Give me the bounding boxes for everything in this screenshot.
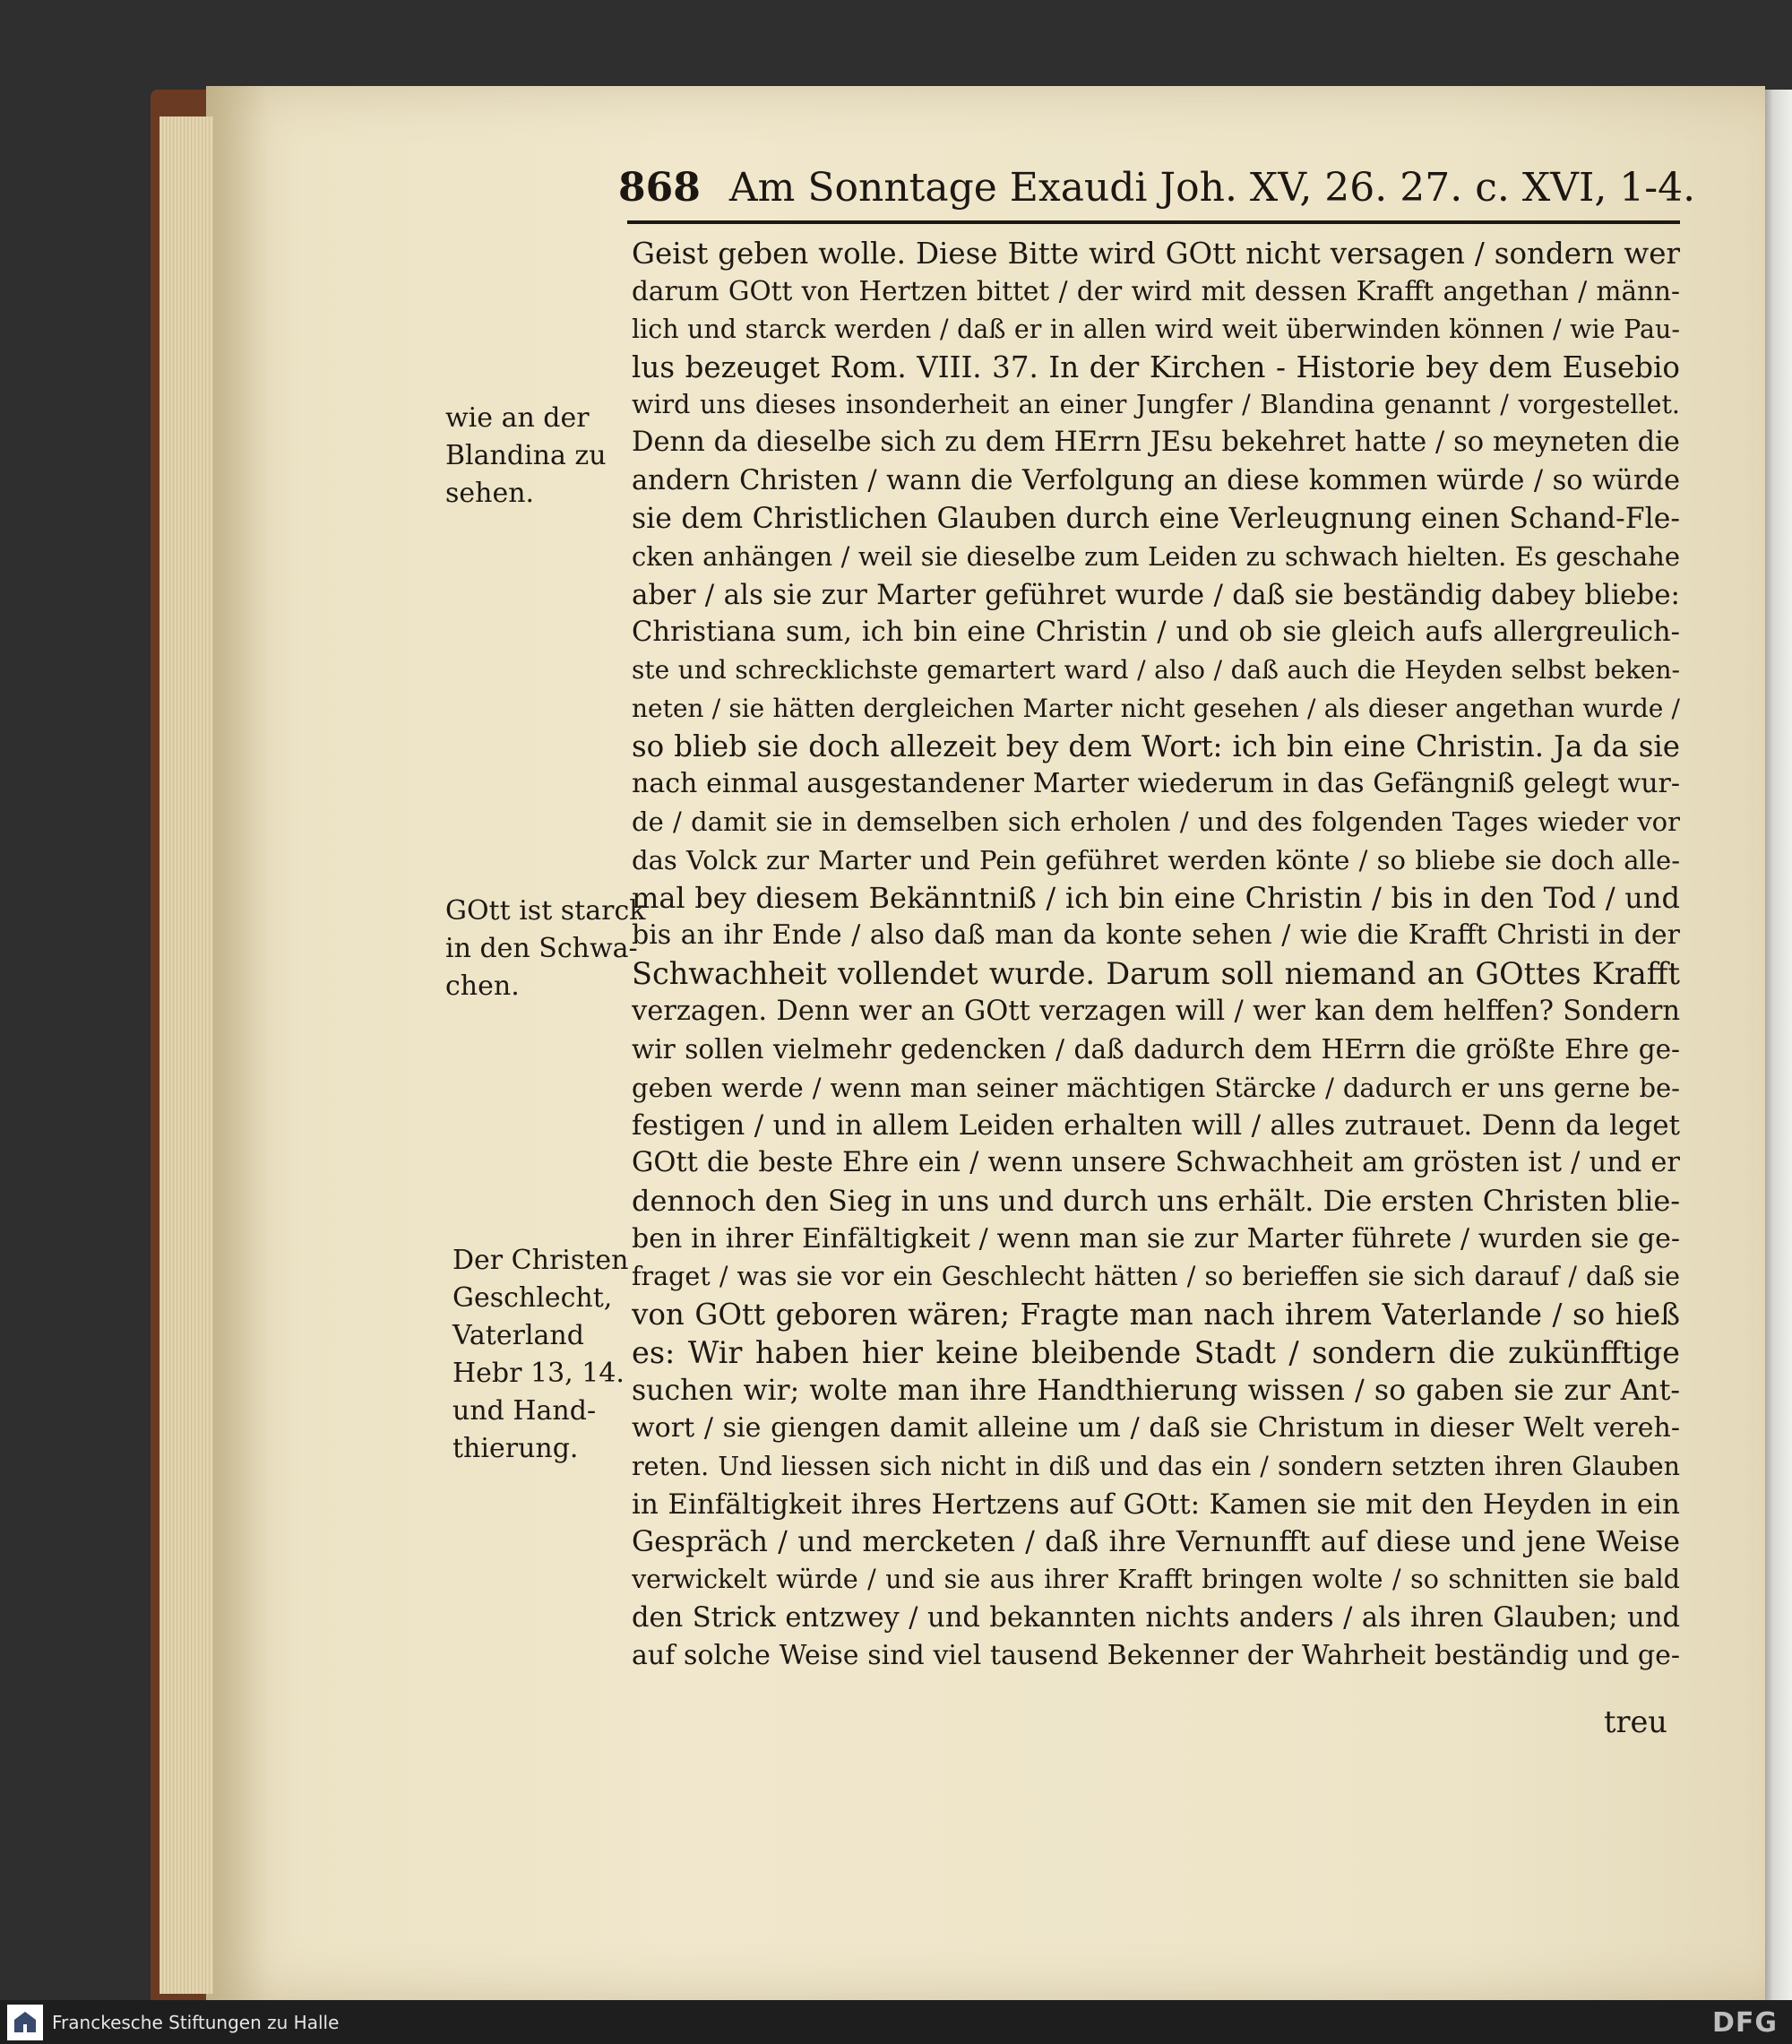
text-line: lus bezeuget Rom. VIII. 37. In der Kirchen - Historie bey dem Eusebio	[632, 349, 1680, 384]
header-rule	[627, 220, 1680, 224]
text-line: andern Christen / wann die Verfolgung an diese kommen würde / so würde	[632, 464, 1680, 496]
text-line: sie dem Christlichen Glauben durch eine Verleugnung einen Schand-Fle-	[632, 503, 1680, 536]
text-line: lich und starck werden / daß er in allen wird weit überwinden können / wie Pau-	[632, 314, 1680, 344]
running-title: Am Sonntage Exaudi Joh. XV, 26. 27. c. XVI, 1-4.	[728, 165, 1696, 211]
text-line: verzagen. Denn wer an GOtt verzagen will / wer kan dem helffen? Sondern	[632, 995, 1680, 1027]
text-line: Denn da dieselbe sich zu dem HErrn JEsu bekehret hatte / so meyneten die	[632, 427, 1680, 459]
body-text	[632, 235, 1680, 1675]
text-line: fraget / was sie vor ein Geschlecht hätten / so berieffen sie sich darauf / daß sie	[632, 1262, 1680, 1292]
margin-note: GOtt ist starck	[445, 895, 646, 927]
text-line: den Strick entzwey / und bekannten nichts anders / als ihren Glauben; und	[632, 1601, 1680, 1634]
dfg-logo: DFG	[1711, 2007, 1778, 2039]
text-line: de / damit sie in demselben sich erholen / und des folgenden Tages wieder vor	[632, 806, 1680, 838]
text-line: aber / als sie zur Marter geführet wurde / daß sie beständig dabey bliebe:	[632, 578, 1680, 611]
text-line: ben in ihrer Einfältigkeit / wenn man sie zur Marter führete / wurden sie ge-	[632, 1222, 1680, 1255]
text-line: Gespräch / und mercketen / daß ihre Vernunfft auf diese und jene Weise	[632, 1526, 1680, 1559]
text-line: auf solche Weise sind viel tausend Bekenner der Wahrheit beständig und ge-	[632, 1639, 1680, 1671]
margin-note: und Hand-	[452, 1395, 597, 1427]
margin-note: Hebr 13, 14.	[452, 1358, 625, 1389]
text-line: wird uns dieses insonderheit an einer Jungfer / Blandina genannt / vorgestellet.	[632, 390, 1680, 420]
margin-note: thierung.	[452, 1433, 579, 1464]
text-line: verwickelt würde / und sie aus ihrer Krafft bringen wolte / so schnitten sie bald	[632, 1565, 1680, 1595]
text-line: in Einfältigkeit ihres Hertzens auf GOtt: Kamen sie mit den Heyden in ein	[632, 1488, 1680, 1521]
margin-note: Geschlecht,	[452, 1282, 613, 1314]
margin-note: Blandina zu	[445, 440, 607, 471]
margin-note: in den Schwa-	[445, 933, 638, 964]
text-line: das Volck zur Marter und Pein geführet werden könte / so bliebe sie doch alle-	[632, 844, 1680, 875]
facing-page-edge	[1761, 90, 1792, 2007]
text-line: darum GOtt von Hertzen bittet / der wird mit dessen Krafft angethan / männ-	[632, 276, 1680, 307]
text-line: Schwachheit vollendet wurde. Darum soll niemand an GOttes Krafft	[632, 955, 1680, 991]
text-line: GOtt die beste Ehre ein / wenn unsere Schwachheit am grösten ist / und er	[632, 1147, 1680, 1179]
running-header	[618, 165, 1696, 219]
text-line: nach einmal ausgestandener Marter wiederum in das Gefängniß gelegt wur-	[632, 768, 1680, 800]
text-line: Geist geben wolle. Diese Bitte wird GOtt nicht versagen / sondern wer	[632, 237, 1680, 271]
page-stack-edge	[159, 116, 213, 1994]
page-number: 868	[618, 165, 701, 211]
text-line: suchen wir; wolte man ihre Handthierung wissen / so gaben sie zur Ant-	[632, 1374, 1680, 1407]
margin-note: Vaterland	[452, 1320, 584, 1351]
institution-logo-icon	[7, 2005, 43, 2040]
text-line: dennoch den Sieg in uns und durch uns erhält. Die ersten Christen blie-	[632, 1184, 1680, 1219]
text-line: geben werde / wenn man seiner mächtigen Stärcke / dadurch er uns gerne be-	[632, 1072, 1680, 1103]
text-line: von GOtt geboren wären; Fragte man nach ihrem Vaterlande / so hieß	[632, 1298, 1680, 1332]
institution-name: Franckesche Stiftungen zu Halle	[52, 2012, 340, 2033]
margin-note: Der Christen	[452, 1245, 629, 1276]
margin-note: sehen.	[445, 478, 535, 509]
text-line: bis an ihr Ende / also daß man da konte sehen / wie die Krafft Christi in der	[632, 919, 1680, 952]
text-line: cken anhängen / weil sie dieselbe zum Leiden zu schwach hielten. Es geschahe	[632, 541, 1680, 573]
text-line: es: Wir haben hier keine bleibende Stadt / sondern die zukünfftige	[632, 1334, 1680, 1370]
text-line: mal bey diesem Bekänntniß / ich bin eine Christin / bis in den Tod / und	[632, 881, 1680, 916]
text-line: Christiana sum, ich bin eine Christin / und ob sie gleich aufs allergreulich-	[632, 616, 1680, 648]
text-line: neten / sie hätten dergleichen Marter nicht gesehen / als dieser angethan wurde /	[632, 693, 1680, 723]
text-line: so blieb sie doch allezeit bey dem Wort: ich bin eine Christin. Ja da sie	[632, 729, 1680, 763]
text-line: wir sollen vielmehr gedencken / daß dadurch dem HErrn die größte Ehre ge-	[632, 1034, 1680, 1065]
footer-bar	[0, 2000, 1792, 2044]
text-line: reten. Und liessen sich nicht in diß und das ein / sondern setzten ihren Glauben	[632, 1451, 1680, 1481]
margin-note: wie an der	[445, 402, 590, 434]
text-line: ste und schrecklichste gemartert ward / also / daß auch die Heyden selbst beken-	[632, 655, 1680, 686]
text-line: wort / sie giengen damit alleine um / daß sie Christum in dieser Welt vereh-	[632, 1412, 1680, 1445]
text-line: festigen / und in allem Leiden erhalten will / alles zutrauet. Denn da leget	[632, 1108, 1680, 1142]
catchword: treu	[1604, 1704, 1667, 1739]
margin-note: chen.	[445, 970, 520, 1002]
